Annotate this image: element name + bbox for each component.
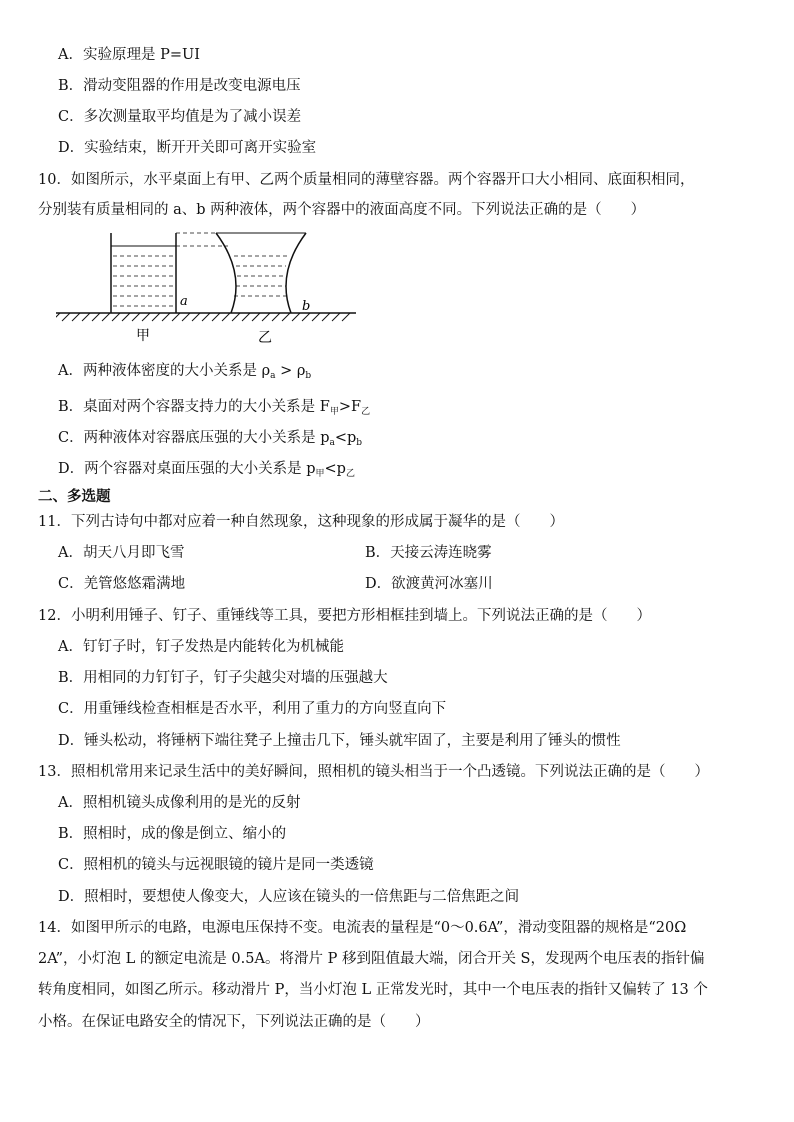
q10-option-b: B．桌面对两个容器支持力的大小关系是 $F_甲>F_乙$ [58,399,371,417]
q10-option-d: D．两个容器对桌面压强的大小关系是 $p_甲<p_乙$ [58,461,355,479]
q9-option-d: D．实验结束，断开开关即可离开实验室 [58,140,317,156]
q13-option-d: D．照相时，要想使人像变大，人应该在镜头的一倍焦距与二倍焦距之间 [58,889,520,905]
q11-stem: 11．下列古诗句中都对应着一种自然现象，这种现象的形成属于凝华的是（ ） [38,514,564,530]
q10-stem-line2: 分别装有质量相同的 a、b 两种液体，两个容器中的液面高度不同。下列说法正确的是（ ） [38,202,646,218]
section-title: 二、多选题 [38,489,111,505]
q11-option-b: B．天接云涛连晓雾 [365,545,492,561]
q12-option-a: A．钉钉子时，钉子发热是内能转化为机械能 [58,639,344,655]
q12-option-b: B．用相同的力钉钉子，钉子尖越尖对墙的压强越大 [58,670,388,686]
q9-option-b: B．滑动变阻器的作用是改变电源电压 [58,78,301,94]
container-jia [111,233,176,313]
q10-option-a: A．两种液体密度的大小关系是 $\rho_a > \rho_b$ [58,363,312,381]
label-b: b [302,299,311,314]
q13-option-b: B．照相时，成的像是倒立、缩小的 [58,826,287,842]
q10-option-c: C．两种液体对容器底压强的大小关系是 $p_a<p_b$ [58,430,363,448]
containers-diagram [56,228,356,346]
q9-option-c: C．多次测量取平均值是为了减小误差 [58,109,302,125]
q11-option-c: C．羌管悠悠霜满地 [58,576,186,592]
q11-option-d: D．欲渡黄河冰塞川 [365,576,493,592]
label-jia: 甲 [136,328,150,344]
q14-stem-line3: 转角度相同，如图乙所示。移动滑片 P，当小灯泡 L 正常发光时，其中一个电压表的指针又偏转了 13 个 [38,982,708,998]
q10-figure [56,228,356,346]
container-yi [216,233,306,313]
label-a: a [180,294,188,309]
q13-stem: 13．照相机常用来记录生活中的美好瞬间，照相机的镜头相当于一个凸透镜。下列说法正确的是（ ） [38,764,709,780]
q12-option-d: D．锤头松动，将锤柄下端往凳子上撞击几下，锤头就牢固了，主要是利用了锤头的惯性 [58,733,621,749]
q14-stem-line1: 14．如图甲所示的电路，电源电压保持不变。电流表的量程是“0～0.6A”，滑动变阻器的规格是“20Ω [38,920,687,936]
q14-stem-line4: 小格。在保证电路安全的情况下，下列说法正确的是（ ） [38,1014,430,1030]
q13-option-c: C．照相机的镜头与远视眼镜的镜片是同一类透镜 [58,857,374,873]
q12-stem: 12．小明利用锤子、钉子、重锤线等工具，要把方形相框挂到墙上。下列说法正确的是（ ） [38,608,651,624]
q14-stem-line2: 2A”，小灯泡 L 的额定电流是 0.5A。将滑片 P 移到阻值最大端，闭合开关 S，发现两个电压表的指针偏 [38,951,705,967]
label-yi: 乙 [258,330,272,346]
q9-option-a: A．实验原理是 P=UI [58,47,200,63]
q10-stem-line1: 10．如图所示，水平桌面上有甲、乙两个质量相同的薄壁容器。两个容器开口大小相同、底面积相同， [38,172,695,188]
q12-option-c: C．用重锤线检查相框是否水平，利用了重力的方向竖直向下 [58,701,447,717]
liquid-b-lines [234,256,288,296]
liquid-a-lines [113,256,174,306]
q11-option-a: A．胡天八月即飞雪 [58,545,185,561]
ground-hatching [56,313,350,321]
q13-option-a: A．照相机镜头成像利用的是光的反射 [58,795,301,811]
